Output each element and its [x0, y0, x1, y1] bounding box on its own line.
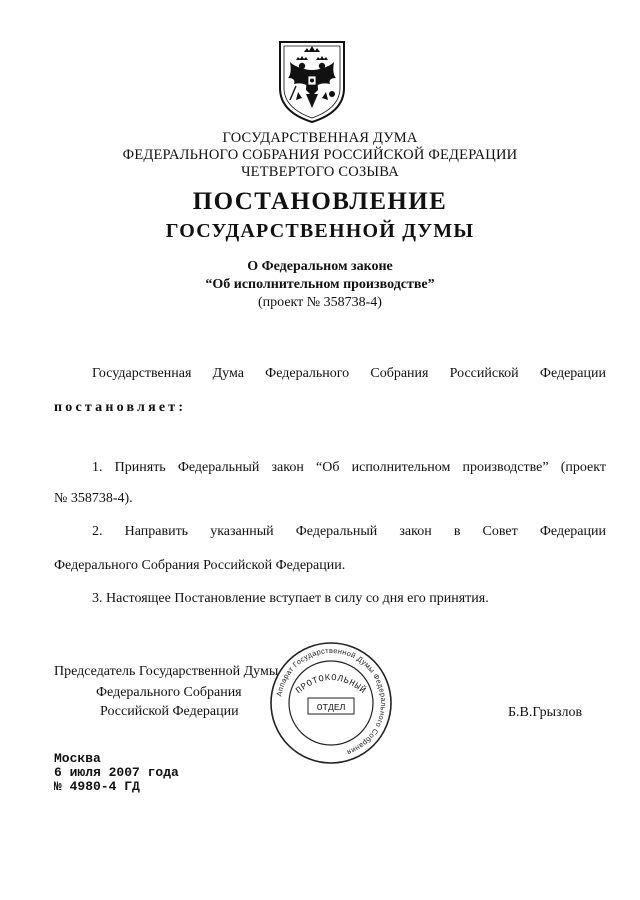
signer-title-line-3: Российской Федерации — [100, 704, 239, 719]
svg-text:ПРОТОКОЛЬНЫЙ — [294, 673, 368, 696]
item-2-line-2: Федерального Собрания Российской Федерации. — [54, 558, 346, 573]
item-3: 3. Настоящее Постановление вступает в силу со дня его принятия. — [92, 591, 489, 606]
stamp-center-text: ОТДЕЛ — [316, 702, 346, 713]
item-1-line-1: 1. Принять Федеральный закон “Об исполнительном производстве” (проект — [92, 460, 606, 475]
signer-title-line-2: Федерального Собрания — [96, 685, 242, 700]
stamp-band-text: ПРОТОКОЛЬНЫЙ — [294, 672, 368, 697]
footer-date: 6 июля 2007 года — [54, 765, 179, 780]
preamble: Государственная Дума Федерального Собрания Российской Федерации — [92, 366, 606, 381]
subject-line-1: О Федеральном законе — [247, 259, 393, 274]
item-1-line-2: № 358738-4). — [54, 491, 133, 506]
seal-stamp — [268, 640, 394, 766]
subject-law-title: “Об исполнительном производстве” — [205, 277, 435, 292]
signer-name: Б.В.Грызлов — [508, 705, 583, 720]
header-federal-assembly: ФЕДЕРАЛЬНОГО СОБРАНИЯ РОССИЙСКОЙ ФЕДЕРАЦИИ — [122, 147, 518, 163]
subject-draft-number: (проект № 358738-4) — [258, 295, 382, 310]
stamp-ring-text: Аппарат Государственной Думы Федерального Собрания — [274, 645, 389, 758]
document-type: ПОСТАНОВЛЕНИЕ — [192, 188, 448, 215]
item-2-line-1: 2. Направить указанный Федеральный закон в Совет Федерации — [92, 524, 606, 539]
footer-number: № 4980-4 ГД — [54, 779, 140, 794]
header-duma: ГОСУДАРСТВЕННАЯ ДУМА — [222, 130, 418, 146]
header-convocation: ЧЕТВЕРТОГО СОЗЫВА — [241, 164, 399, 180]
footer-city: Москва — [54, 751, 101, 766]
signer-title-line-1: Председатель Государственной Думы — [54, 664, 279, 679]
resolves-word: постановляет: — [54, 400, 187, 415]
coat-of-arms-icon — [274, 38, 350, 124]
document-issuer: ГОСУДАРСТВЕННОЙ ДУМЫ — [165, 220, 475, 242]
